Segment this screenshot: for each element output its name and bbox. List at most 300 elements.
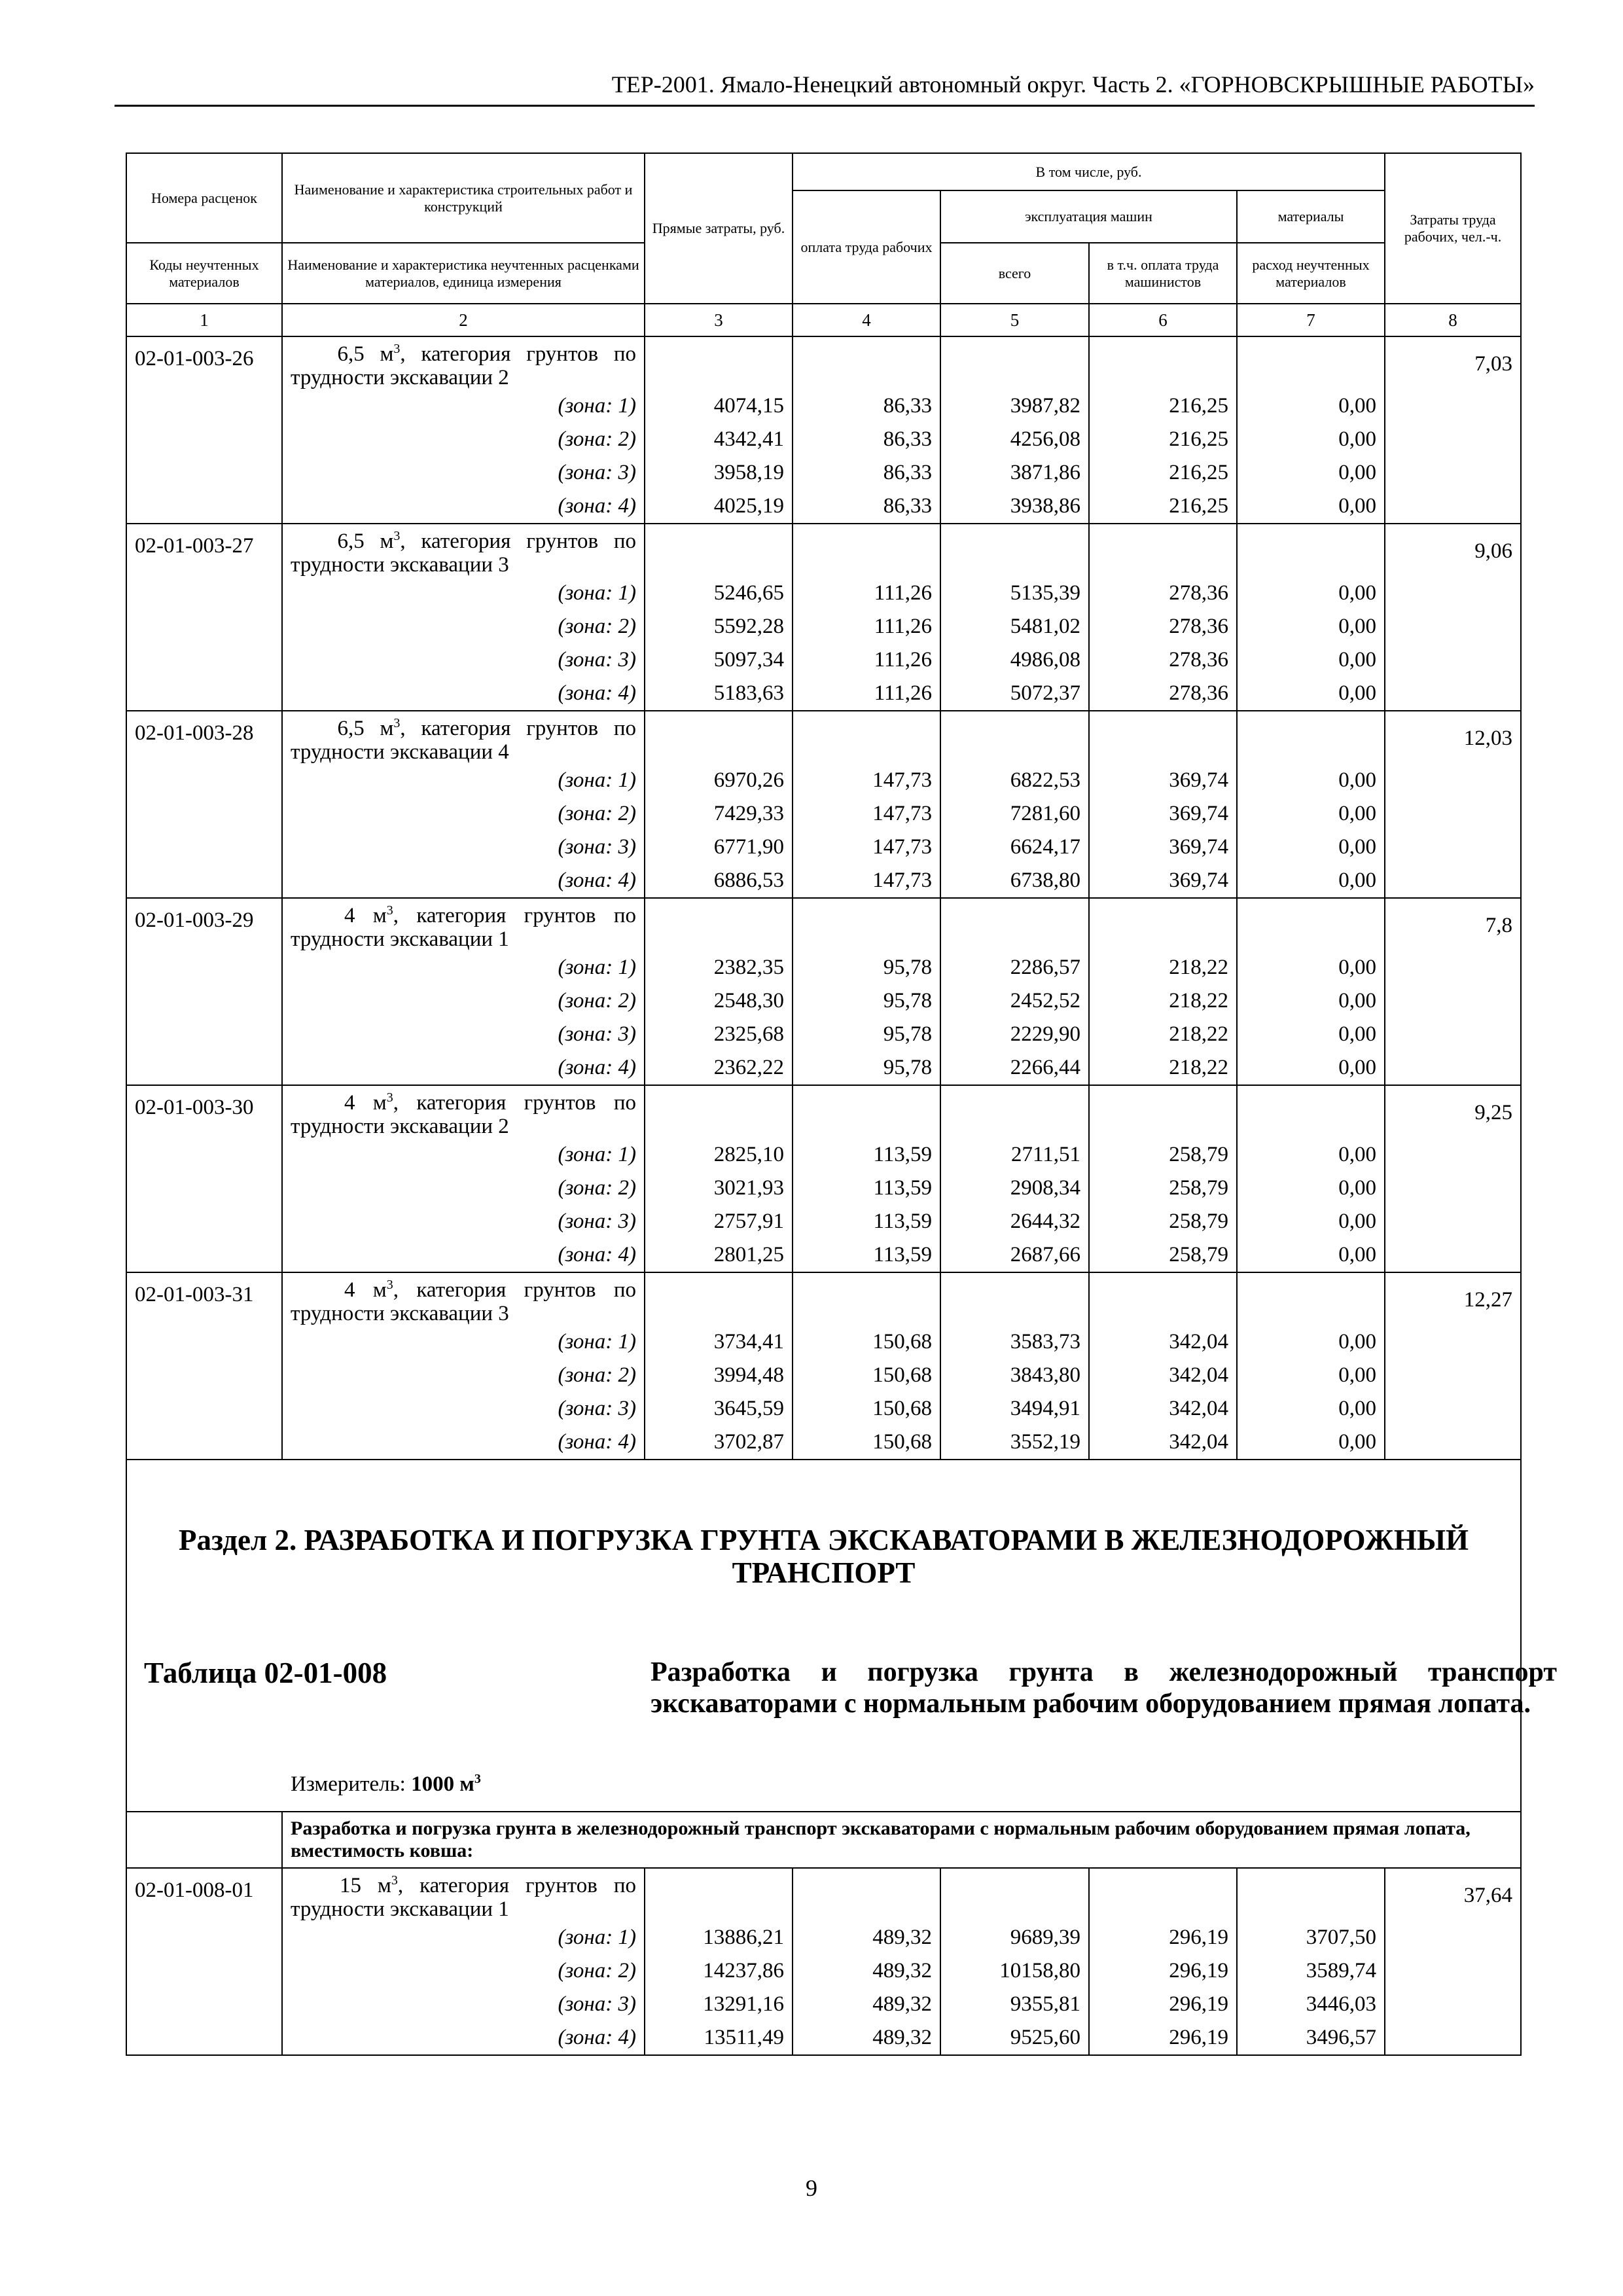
empty-cell (126, 1921, 282, 1954)
empty-cell (793, 1868, 940, 1921)
zone-row (126, 577, 1521, 610)
machines-total: 3938,86 (940, 490, 1089, 524)
empty-cell (793, 711, 940, 764)
zone-label: (зона: 3) (282, 1018, 645, 1051)
rate-row (126, 1272, 1521, 1325)
workers-wages: 150,68 (793, 1426, 940, 1460)
rate-name-text: , категория грунтов по трудности экскавации 4 (291, 717, 637, 764)
empty-cell (126, 490, 282, 524)
empty-cell (126, 1138, 282, 1172)
machines-total: 3583,73 (940, 1325, 1089, 1359)
empty-cell (645, 1272, 793, 1325)
operators-wages: 369,74 (1089, 797, 1237, 831)
empty-cell (126, 951, 282, 984)
workers-wages: 489,32 (793, 1954, 940, 1988)
empty-cell (126, 1238, 282, 1272)
workers-wages: 86,33 (793, 389, 940, 423)
rates-table (126, 152, 1557, 2056)
zone-row (126, 677, 1521, 711)
empty-cell (793, 1272, 940, 1325)
rate-name-volume: 6,5 м (337, 342, 394, 366)
empty-cell (126, 1205, 282, 1238)
machines-total: 2711,51 (940, 1138, 1089, 1172)
head-including: В том числе, руб. (793, 153, 1385, 190)
zone-row (126, 864, 1521, 898)
workers-wages: 95,78 (793, 984, 940, 1018)
unit-of-measure (291, 1768, 481, 1801)
materials-value: 0,00 (1237, 951, 1385, 984)
zone-row (126, 2021, 1521, 2055)
rate-name-volume: 4 м (344, 1278, 387, 1302)
empty-cell (793, 336, 940, 389)
zone-label: (зона: 3) (282, 1988, 645, 2021)
empty-cell (126, 984, 282, 1018)
machines-total: 7281,60 (940, 797, 1089, 831)
machines-total: 6738,80 (940, 864, 1089, 898)
machines-total: 9689,39 (940, 1921, 1089, 1954)
workers-wages: 95,78 (793, 1018, 940, 1051)
materials-value: 3589,74 (1237, 1954, 1385, 1988)
table-head (126, 153, 1521, 336)
direct-costs: 6771,90 (645, 831, 793, 864)
materials-value: 0,00 (1237, 1325, 1385, 1359)
unit-value: 1000 $м^3$ (411, 1772, 481, 1796)
empty-cell (645, 898, 793, 951)
workers-wages: 147,73 (793, 831, 940, 864)
empty-cell (1385, 1392, 1521, 1426)
materials-value: 0,00 (1237, 797, 1385, 831)
operators-wages: 296,19 (1089, 1954, 1237, 1988)
zone-row (126, 1988, 1521, 2021)
machines-total: 4986,08 (940, 643, 1089, 677)
col-number: 5 (940, 304, 1089, 336)
empty-cell (940, 336, 1089, 389)
rate-name-text: , категория грунтов по трудности экскавации 2 (291, 1091, 637, 1138)
zone-label: (зона: 4) (282, 1238, 645, 1272)
zone-label: (зона: 3) (282, 1205, 645, 1238)
rate-name (282, 1272, 645, 1325)
empty-cell (1385, 831, 1521, 864)
rates-body (126, 336, 1521, 1460)
materials-value: 0,00 (1237, 1359, 1385, 1392)
cubic-exponent: 3 (393, 529, 401, 543)
workers-wages: 147,73 (793, 764, 940, 797)
workers-wages: 489,32 (793, 2021, 940, 2055)
empty-cell (126, 423, 282, 456)
empty-cell (793, 524, 940, 577)
workers-wages: 150,68 (793, 1325, 940, 1359)
empty-cell (1385, 1988, 1521, 2021)
empty-cell (940, 1272, 1089, 1325)
empty-cell (1089, 336, 1237, 389)
workers-wages: 111,26 (793, 610, 940, 643)
direct-costs: 2548,30 (645, 984, 793, 1018)
col-number: 1 (126, 304, 282, 336)
labor-value: 9,25 (1385, 1085, 1521, 1138)
direct-costs: 5097,34 (645, 643, 793, 677)
zone-row (126, 490, 1521, 524)
section-block (126, 1460, 1557, 1868)
head-machines-total: всего (940, 243, 1089, 304)
empty-cell (1385, 456, 1521, 490)
labor-value: 12,03 (1385, 711, 1521, 764)
direct-costs: 2325,68 (645, 1018, 793, 1051)
operators-wages: 342,04 (1089, 1392, 1237, 1426)
col-number: 2 (282, 304, 645, 336)
workers-wages: 111,26 (793, 577, 940, 610)
empty-cell (793, 898, 940, 951)
direct-costs: 13886,21 (645, 1921, 793, 1954)
empty-cell (645, 524, 793, 577)
direct-costs: 13291,16 (645, 1988, 793, 2021)
operators-wages: 258,79 (1089, 1138, 1237, 1172)
head-direct-costs: Прямые затраты, руб. (645, 153, 793, 304)
zone-label: (зона: 3) (282, 831, 645, 864)
rate-code: 02-01-003-28 (126, 711, 282, 764)
table-id: Таблица 02-01-008 (144, 1657, 387, 1689)
head-codes-top: Номера расценок (126, 153, 282, 243)
direct-costs: 4342,41 (645, 423, 793, 456)
operators-wages: 278,36 (1089, 677, 1237, 711)
empty-cell (940, 711, 1089, 764)
operators-wages: 278,36 (1089, 610, 1237, 643)
empty-cell (126, 1051, 282, 1085)
rate-row (126, 524, 1521, 577)
empty-cell (126, 1018, 282, 1051)
rates-body-2 (126, 1868, 1521, 2055)
empty-cell (1089, 711, 1237, 764)
rate-name-text: , категория грунтов по трудности экскавации 2 (291, 342, 637, 389)
zone-row (126, 1325, 1521, 1359)
zone-row (126, 951, 1521, 984)
empty-cell (645, 1085, 793, 1138)
table-title: Разработка и погрузка грунта в железнодорожный транспорт экскаваторами с нормальным рабочим оборудованием прямая лопата. (651, 1657, 1557, 1719)
workers-wages: 150,68 (793, 1359, 940, 1392)
machines-total: 2687,66 (940, 1238, 1089, 1272)
operators-wages: 342,04 (1089, 1325, 1237, 1359)
operators-wages: 342,04 (1089, 1426, 1237, 1460)
rate-row (126, 711, 1521, 764)
machines-total: 10158,80 (940, 1954, 1089, 1988)
workers-wages: 150,68 (793, 1392, 940, 1426)
empty-cell (1237, 711, 1385, 764)
machines-total: 2286,57 (940, 951, 1089, 984)
operators-wages: 216,25 (1089, 423, 1237, 456)
operators-wages: 218,22 (1089, 951, 1237, 984)
empty-cell (1385, 2021, 1521, 2055)
materials-value: 0,00 (1237, 677, 1385, 711)
empty-cell (1089, 1868, 1237, 1921)
empty-cell (940, 1868, 1089, 1921)
zone-label: (зона: 1) (282, 1138, 645, 1172)
rate-code: 02-01-003-29 (126, 898, 282, 951)
workers-wages: 95,78 (793, 951, 940, 984)
materials-value: 0,00 (1237, 577, 1385, 610)
operators-wages: 278,36 (1089, 577, 1237, 610)
direct-costs: 5183,63 (645, 677, 793, 711)
empty-cell (1385, 423, 1521, 456)
machines-total: 2644,32 (940, 1205, 1089, 1238)
operators-wages: 369,74 (1089, 831, 1237, 864)
workers-wages: 113,59 (793, 1172, 940, 1205)
zone-row (126, 389, 1521, 423)
head-labor-costs: Затраты труда рабочих, чел.-ч. (1385, 153, 1521, 304)
materials-value: 0,00 (1237, 1238, 1385, 1272)
machines-total: 5481,02 (940, 610, 1089, 643)
empty-cell (645, 336, 793, 389)
empty-cell (1237, 524, 1385, 577)
direct-costs: 3021,93 (645, 1172, 793, 1205)
operators-wages: 296,19 (1089, 2021, 1237, 2055)
workers-wages: 147,73 (793, 797, 940, 831)
materials-value: 3446,03 (1237, 1988, 1385, 2021)
empty-cell (1385, 1954, 1521, 1988)
operators-wages: 258,79 (1089, 1172, 1237, 1205)
empty-cell (126, 864, 282, 898)
col-number: 3 (645, 304, 793, 336)
materials-value: 0,00 (1237, 1205, 1385, 1238)
labor-value: 9,06 (1385, 524, 1521, 577)
empty-cell (126, 1988, 282, 2021)
workers-wages: 489,32 (793, 1921, 940, 1954)
empty-cell (1385, 643, 1521, 677)
rate-code: 02-01-003-26 (126, 336, 282, 389)
operators-wages: 296,19 (1089, 1921, 1237, 1954)
zone-label: (зона: 1) (282, 389, 645, 423)
workers-wages: 95,78 (793, 1051, 940, 1085)
direct-costs: 4025,19 (645, 490, 793, 524)
zone-label: (зона: 1) (282, 577, 645, 610)
materials-value: 0,00 (1237, 864, 1385, 898)
zone-label: (зона: 1) (282, 764, 645, 797)
empty-cell (1385, 1426, 1521, 1460)
zone-label: (зона: 3) (282, 643, 645, 677)
zone-label: (зона: 2) (282, 1172, 645, 1205)
empty-cell (126, 1392, 282, 1426)
materials-value: 0,00 (1237, 831, 1385, 864)
empty-cell (1237, 336, 1385, 389)
head-wages: оплата труда рабочих (793, 190, 940, 304)
empty-cell (1385, 1921, 1521, 1954)
empty-cell (1089, 1085, 1237, 1138)
zone-row (126, 797, 1521, 831)
empty-cell (1237, 1085, 1385, 1138)
empty-cell (1089, 524, 1237, 577)
zone-row (126, 1426, 1521, 1460)
machines-total: 2266,44 (940, 1051, 1089, 1085)
direct-costs: 3958,19 (645, 456, 793, 490)
direct-costs: 4074,15 (645, 389, 793, 423)
materials-value: 0,00 (1237, 1426, 1385, 1460)
empty-cell (793, 1085, 940, 1138)
empty-cell (1385, 984, 1521, 1018)
materials-value: 0,00 (1237, 456, 1385, 490)
empty-cell (1385, 1018, 1521, 1051)
rate-row (126, 898, 1521, 951)
empty-cell (1237, 1272, 1385, 1325)
machines-total: 3871,86 (940, 456, 1089, 490)
empty-cell (1089, 1272, 1237, 1325)
rate-name-volume: 4 м (344, 904, 387, 927)
zone-label: (зона: 4) (282, 1051, 645, 1085)
machines-total: 3494,91 (940, 1392, 1089, 1426)
empty-cell (126, 456, 282, 490)
direct-costs: 3994,48 (645, 1359, 793, 1392)
empty-cell (1385, 1359, 1521, 1392)
materials-value: 0,00 (1237, 1138, 1385, 1172)
cubic-exponent: 3 (391, 1873, 398, 1888)
empty-cell (645, 711, 793, 764)
direct-costs: 2362,22 (645, 1051, 793, 1085)
direct-costs: 3645,59 (645, 1392, 793, 1426)
empty-cell (1237, 898, 1385, 951)
running-header: ТЕР-2001. Ямало-Ненецкий автономный округ. Часть 2. «ГОРНОВСКРЫШНЫЕ РАБОТЫ» (115, 71, 1535, 107)
empty-cell (1385, 389, 1521, 423)
empty-cell (1385, 797, 1521, 831)
workers-wages: 113,59 (793, 1138, 940, 1172)
zone-label: (зона: 3) (282, 1392, 645, 1426)
direct-costs: 6970,26 (645, 764, 793, 797)
zone-row (126, 1051, 1521, 1085)
head-machines: эксплуатация машин (940, 190, 1237, 243)
empty-cell (1385, 864, 1521, 898)
zone-label: (зона: 1) (282, 1325, 645, 1359)
zone-row (126, 1921, 1521, 1954)
rate-name-volume: 4 м (344, 1091, 387, 1115)
zone-label: (зона: 4) (282, 2021, 645, 2055)
section-title: Раздел 2. РАЗРАБОТКА И ПОГРУЗКА ГРУНТА ЭКСКАВАТОРАМИ В ЖЕЛЕЗНОДОРОЖНЫЙ ТРАНСПОРТ (178, 1524, 1469, 1589)
cubic-exponent: 3 (386, 1090, 393, 1105)
machines-total: 3552,19 (940, 1426, 1089, 1460)
workers-wages: 113,59 (793, 1205, 940, 1238)
section-cell (126, 1460, 1557, 1812)
cubic-exponent: 3 (393, 342, 401, 356)
operators-wages: 296,19 (1089, 1988, 1237, 2021)
machines-total: 2908,34 (940, 1172, 1089, 1205)
empty-cell (126, 610, 282, 643)
empty-cell (1237, 1868, 1385, 1921)
empty-cell (126, 643, 282, 677)
machines-total: 2229,90 (940, 1018, 1089, 1051)
direct-costs: 2825,10 (645, 1138, 793, 1172)
rate-row (126, 1085, 1521, 1138)
unit-label: Измеритель: (291, 1772, 412, 1796)
col-number: 4 (793, 304, 940, 336)
direct-costs: 2382,35 (645, 951, 793, 984)
rate-name (282, 336, 645, 389)
machines-total: 6822,53 (940, 764, 1089, 797)
zone-label: (зона: 4) (282, 677, 645, 711)
materials-value: 0,00 (1237, 984, 1385, 1018)
empty-cell (1385, 490, 1521, 524)
subheading-spacer (126, 1812, 282, 1868)
workers-wages: 86,33 (793, 456, 940, 490)
operators-wages: 258,79 (1089, 1238, 1237, 1272)
materials-value: 0,00 (1237, 490, 1385, 524)
machines-total: 9525,60 (940, 2021, 1089, 2055)
zone-label: (зона: 4) (282, 490, 645, 524)
zone-label: (зона: 4) (282, 1426, 645, 1460)
empty-cell (1385, 951, 1521, 984)
direct-costs: 2801,25 (645, 1238, 793, 1272)
empty-cell (126, 1359, 282, 1392)
labor-value: 37,64 (1385, 1868, 1521, 1921)
zone-row (126, 831, 1521, 864)
empty-cell (126, 389, 282, 423)
zone-label: (зона: 1) (282, 951, 645, 984)
empty-cell (1385, 577, 1521, 610)
empty-cell (126, 1325, 282, 1359)
empty-cell (126, 764, 282, 797)
workers-wages: 489,32 (793, 1988, 940, 2021)
head-name-top: Наименование и характеристика строительных работ и конструкций (282, 153, 645, 243)
operators-wages: 216,25 (1089, 389, 1237, 423)
materials-value: 0,00 (1237, 1051, 1385, 1085)
rate-row (126, 336, 1521, 389)
operators-wages: 218,22 (1089, 1018, 1237, 1051)
workers-wages: 111,26 (793, 643, 940, 677)
empty-cell (645, 1868, 793, 1921)
empty-cell (940, 1085, 1089, 1138)
zone-row (126, 610, 1521, 643)
empty-cell (1385, 1238, 1521, 1272)
operators-wages: 278,36 (1089, 643, 1237, 677)
direct-costs: 3734,41 (645, 1325, 793, 1359)
materials-value: 0,00 (1237, 764, 1385, 797)
rate-code: 02-01-003-31 (126, 1272, 282, 1325)
rate-code: 02-01-003-30 (126, 1085, 282, 1138)
empty-cell (940, 898, 1089, 951)
direct-costs: 6886,53 (645, 864, 793, 898)
head-name-bottom: Наименование и характеристика неучтенных расценками материалов, единица измерения (282, 243, 645, 304)
empty-cell (940, 524, 1089, 577)
machines-total: 4256,08 (940, 423, 1089, 456)
rate-name-volume: 15 м (339, 1874, 391, 1897)
zone-row (126, 456, 1521, 490)
rate-name (282, 898, 645, 951)
operators-wages: 218,22 (1089, 984, 1237, 1018)
zone-row (126, 1138, 1521, 1172)
direct-costs: 5592,28 (645, 610, 793, 643)
machines-total: 5072,37 (940, 677, 1089, 711)
empty-cell (1385, 677, 1521, 711)
materials-value: 0,00 (1237, 1172, 1385, 1205)
operators-wages: 216,25 (1089, 490, 1237, 524)
zone-label: (зона: 2) (282, 797, 645, 831)
col-number: 6 (1089, 304, 1237, 336)
col-number: 8 (1385, 304, 1521, 336)
head-materials: материалы (1237, 190, 1385, 243)
operators-wages: 216,25 (1089, 456, 1237, 490)
rate-name (282, 1085, 645, 1138)
direct-costs: 2757,91 (645, 1205, 793, 1238)
materials-value: 0,00 (1237, 1018, 1385, 1051)
rate-row (126, 1868, 1521, 1921)
zone-label: (зона: 1) (282, 1921, 645, 1954)
empty-cell (1385, 1172, 1521, 1205)
workers-wages: 86,33 (793, 423, 940, 456)
empty-cell (1385, 1205, 1521, 1238)
zone-row (126, 1359, 1521, 1392)
empty-cell (1385, 1051, 1521, 1085)
machines-total: 3843,80 (940, 1359, 1089, 1392)
head-operators-wages: в т.ч. оплата труда машинистов (1089, 243, 1237, 304)
empty-cell (1385, 1325, 1521, 1359)
rate-name (282, 711, 645, 764)
machines-total: 3987,82 (940, 389, 1089, 423)
empty-cell (1385, 764, 1521, 797)
zone-row (126, 423, 1521, 456)
